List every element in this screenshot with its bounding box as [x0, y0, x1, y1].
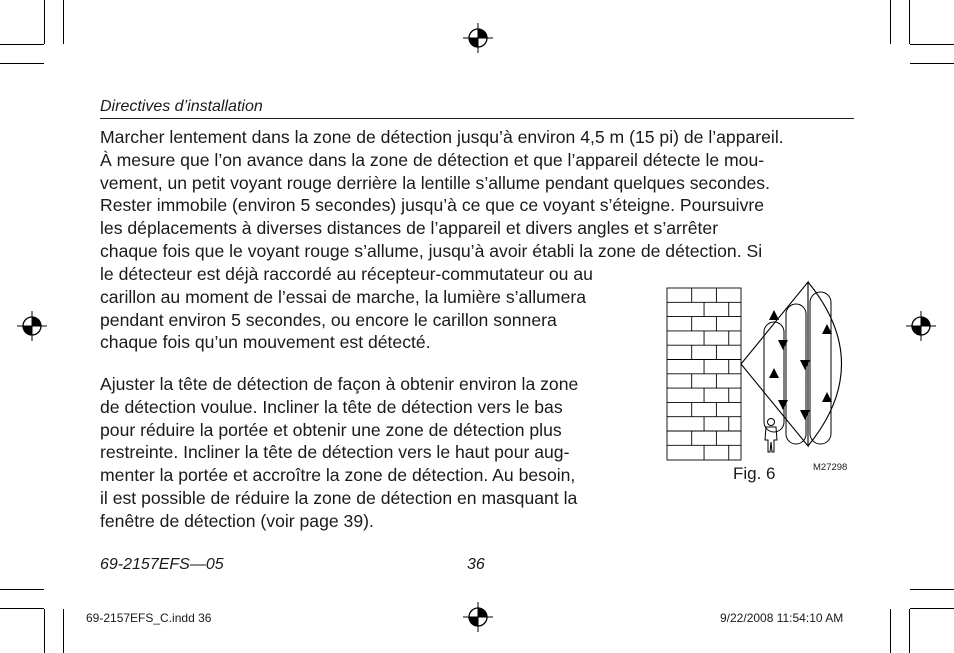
- text-line: les déplacements à diverses distances de l’appareil et divers angles et s’arrêter: [100, 218, 719, 239]
- brick-wall: [667, 288, 741, 460]
- text-line: il est possible de réduire la zone de détection en masquant la: [100, 487, 578, 508]
- crop-mark: [909, 0, 910, 44]
- figure-label: Fig. 6: [733, 464, 776, 483]
- direction-arrows: [769, 310, 832, 420]
- crop-mark: [910, 44, 954, 45]
- text-line: menter la portée et accroître la zone de détection. Au besoin,: [100, 465, 576, 486]
- detection-zone-figure: [660, 280, 860, 465]
- text-line: pendant environ 5 secondes, ou encore le carillon sonnera: [100, 309, 557, 330]
- crop-mark: [910, 589, 954, 590]
- registration-mark-icon: [462, 601, 494, 633]
- text-line: Rester immobile (environ 5 secondes) jusqu’à ce que ce voyant s’éteigne. Poursuivre: [100, 195, 765, 216]
- paragraph-intro-continued: [100, 263, 593, 354]
- crop-mark: [63, 0, 64, 44]
- crop-mark: [890, 0, 891, 44]
- section-title: Directives d’installation: [100, 98, 263, 115]
- text-line: chaque fois qu’un mouvement est détecté.: [100, 332, 431, 353]
- crop-mark: [910, 63, 954, 64]
- text-line: À mesure que l’on avance dans la zone de détection et que l’appareil détecte le mou-: [100, 149, 765, 170]
- paragraph-intro: [100, 126, 860, 263]
- text-line: vement, un petit voyant rouge derrière la lentille s’allume pendant quelques secondes.: [100, 172, 770, 193]
- figure-code: M27298: [813, 462, 848, 473]
- text-line: de détection voulue. Incliner la tête de détection vers le bas: [100, 396, 563, 417]
- arrow-up-icon: [769, 368, 779, 378]
- text-line: fenêtre de détection (voir page 39).: [100, 510, 374, 531]
- detection-zone-outline: [741, 282, 842, 446]
- text-line: chaque fois que le voyant rouge s’allume, jusqu’à avoir établi la zone de détection. Si: [100, 240, 763, 261]
- paragraph-adjust: [100, 373, 578, 533]
- text-line: le détecteur est déjà raccordé au récepteur-commutateur ou au: [100, 264, 593, 284]
- document-number: 69-2157EFS—05: [100, 556, 224, 573]
- text-line: Ajuster la tête de détection de façon à obtenir environ la zone: [100, 374, 579, 394]
- crop-mark: [890, 609, 891, 653]
- crop-mark: [44, 609, 45, 653]
- crop-mark: [0, 44, 44, 45]
- text-line: carillon au moment de l’essai de marche, la lumière s’allumera: [100, 286, 586, 307]
- text-line: Marcher lentement dans la zone de détection jusqu’à environ 4,5 m (15 pi) de l’appareil.: [100, 127, 784, 147]
- slug-datetime: 9/22/2008 11:54:10 AM: [720, 611, 844, 625]
- header-rule: [100, 118, 854, 119]
- page-number: 36: [467, 556, 485, 573]
- arrow-up-icon: [769, 310, 779, 320]
- registration-mark-icon: [462, 22, 494, 54]
- slug-filename: 69-2157EFS_C.indd 36: [86, 611, 212, 625]
- crop-mark: [63, 609, 64, 653]
- registration-mark-icon: [16, 310, 48, 342]
- crop-mark: [910, 608, 954, 609]
- crop-mark: [909, 609, 910, 653]
- crop-mark: [0, 63, 44, 64]
- text-line: pour réduire la portée et obtenir une zone de détection plus: [100, 419, 562, 440]
- text-line: restreinte. Incliner la tête de détection vers le haut pour aug-: [100, 442, 570, 463]
- registration-mark-icon: [905, 310, 937, 342]
- crop-mark: [0, 608, 44, 609]
- crop-mark: [44, 0, 45, 44]
- person-icon: [765, 419, 777, 453]
- crop-mark: [0, 589, 44, 590]
